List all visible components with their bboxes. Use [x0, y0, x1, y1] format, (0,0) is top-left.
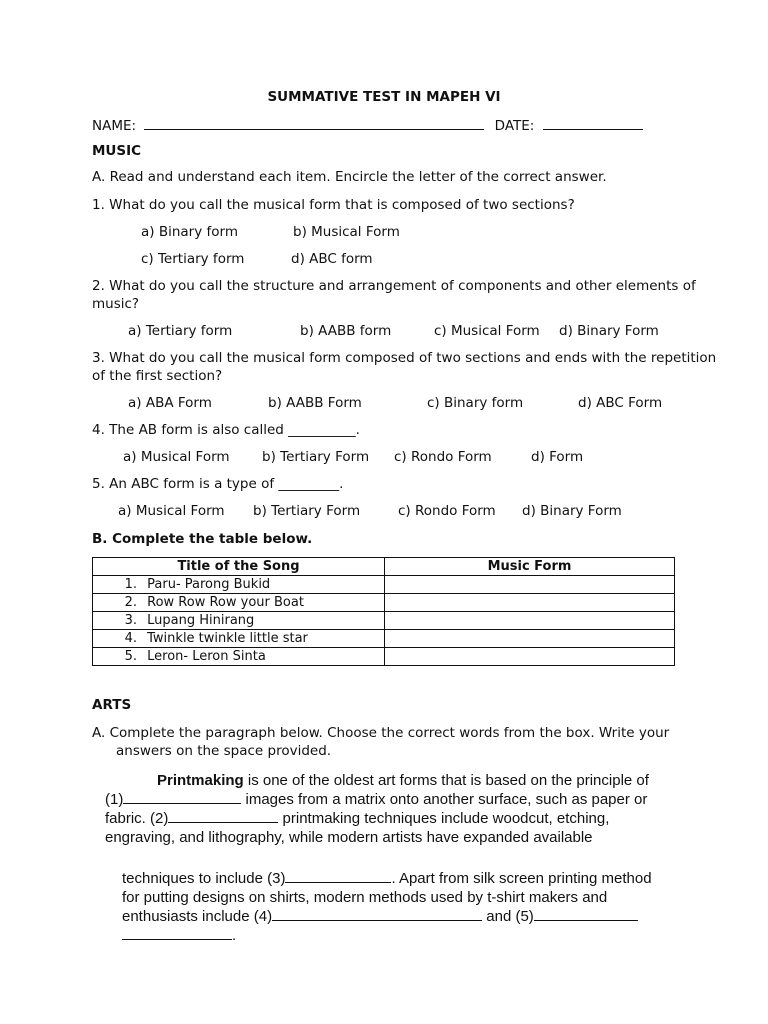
- para2-line3: [122, 907, 666, 926]
- blank-5[interactable]: [534, 920, 638, 921]
- q5-option-d[interactable]: d) Binary Form: [522, 503, 622, 519]
- music-form-answer-cell[interactable]: [385, 594, 675, 612]
- music-form-answer-cell[interactable]: [385, 648, 675, 666]
- table-row: [93, 612, 675, 630]
- song-title: Lupang Hinirang: [147, 613, 255, 628]
- question-2-line1: 2. What do you call the structure and arrangement of components and other elements of: [92, 278, 696, 294]
- table-row: [93, 576, 675, 594]
- date-label: DATE:: [494, 118, 535, 134]
- para1-line2: [105, 790, 661, 809]
- q3-option-c[interactable]: c) Binary form: [427, 395, 524, 411]
- song-form-table: [92, 557, 675, 666]
- song-title: Paru- Parong Bukid: [147, 577, 271, 592]
- q5-option-c[interactable]: c) Rondo Form: [398, 503, 496, 519]
- q4-option-d[interactable]: d) Form: [531, 449, 584, 465]
- blank-4[interactable]: [272, 920, 482, 921]
- table-header-form: Music Form: [385, 558, 675, 576]
- question-2-line2: music?: [92, 296, 140, 312]
- para1-line2-text: images from a matrix onto another surface, such as paper or: [241, 791, 648, 808]
- q1-option-a[interactable]: a) Binary form: [141, 224, 238, 240]
- table-header-title: Title of the Song: [93, 558, 385, 576]
- name-blank[interactable]: [144, 115, 484, 130]
- para1-line3: [105, 809, 661, 828]
- song-title-cell: [93, 630, 385, 648]
- song-title-cell: [93, 576, 385, 594]
- song-title: Row Row Row your Boat: [147, 595, 304, 610]
- para2-line4: [122, 926, 666, 945]
- date-blank[interactable]: [543, 115, 643, 130]
- arts-part-a-line2: answers on the space provided.: [116, 743, 332, 759]
- song-title-cell: [93, 594, 385, 612]
- song-number: 2.: [124, 595, 137, 610]
- q5-option-a[interactable]: a) Musical Form: [118, 503, 225, 519]
- q5-option-b[interactable]: b) Tertiary Form: [253, 503, 361, 519]
- song-title: Twinkle twinkle little star: [147, 631, 308, 646]
- para2-line1: [122, 869, 666, 888]
- question-1: 1. What do you call the musical form that is composed of two sections?: [92, 197, 575, 213]
- table-row: [93, 630, 675, 648]
- q4-option-b[interactable]: b) Tertiary Form: [262, 449, 370, 465]
- q4-option-a[interactable]: a) Musical Form: [123, 449, 230, 465]
- para1-line3-text: printmaking techniques include woodcut, etching,: [278, 810, 610, 827]
- q3-option-a[interactable]: a) ABA Form: [128, 395, 212, 411]
- blank-2-label: fabric. (2): [105, 810, 169, 827]
- blank-5-continued[interactable]: [122, 939, 232, 940]
- question-3-line2: of the first section?: [92, 368, 223, 384]
- q2-option-d[interactable]: d) Binary Form: [559, 323, 659, 339]
- question-4: 4. The AB form is also called __________.: [92, 422, 360, 438]
- table-row: [93, 594, 675, 612]
- para1-line1-text: is one of the oldest art forms that is based on the principle of: [243, 772, 649, 789]
- music-part-a-instruction: A. Read and understand each item. Encircle the letter of the correct answer.: [92, 169, 607, 185]
- table-header-row: [93, 558, 675, 576]
- q3-option-d[interactable]: d) ABC Form: [578, 395, 663, 411]
- song-number: 1.: [124, 577, 137, 592]
- music-form-answer-cell[interactable]: [385, 612, 675, 630]
- q2-option-b[interactable]: b) AABB form: [300, 323, 392, 339]
- blank-3[interactable]: [285, 882, 391, 883]
- blank-5-label: and (5): [482, 908, 534, 925]
- para1-line4: engraving, and lithography, while modern artists have expanded available: [105, 829, 593, 846]
- song-number: 4.: [124, 631, 137, 646]
- printmaking-paragraph-1: [105, 771, 661, 847]
- music-form-answer-cell[interactable]: [385, 630, 675, 648]
- page-title: SUMMATIVE TEST IN MAPEH VI: [267, 89, 501, 105]
- blank-2[interactable]: [168, 822, 278, 823]
- music-heading: MUSIC: [92, 143, 142, 159]
- q3-option-b[interactable]: b) AABB Form: [268, 395, 362, 411]
- song-number: 5.: [124, 649, 137, 664]
- para2-end-period: .: [232, 927, 237, 944]
- q1-option-b[interactable]: b) Musical Form: [293, 224, 400, 240]
- name-date-row: [92, 115, 643, 135]
- q2-option-a[interactable]: a) Tertiary form: [128, 323, 233, 339]
- music-form-answer-cell[interactable]: [385, 576, 675, 594]
- q1-option-d[interactable]: d) ABC form: [291, 251, 373, 267]
- question-3-line1: 3. What do you call the musical form composed of two sections and ends with the repetition: [92, 350, 717, 366]
- song-number: 3.: [124, 613, 137, 628]
- song-title-cell: [93, 648, 385, 666]
- music-part-b-instruction: B. Complete the table below.: [92, 531, 313, 547]
- q2-option-c[interactable]: c) Musical Form: [434, 323, 540, 339]
- table-row: [93, 648, 675, 666]
- arts-heading: ARTS: [92, 697, 132, 713]
- para2-line1-text: . Apart from silk screen printing method: [391, 870, 652, 887]
- blank-4-label: enthusiasts include (4): [122, 908, 273, 925]
- q1-option-c[interactable]: c) Tertiary form: [141, 251, 245, 267]
- blank-1[interactable]: [123, 803, 241, 804]
- blank-1-label: (1): [105, 791, 124, 808]
- para1-line1: [105, 771, 661, 790]
- printmaking-paragraph-2: [122, 869, 666, 945]
- blank-3-label: techniques to include (3): [122, 870, 286, 887]
- q4-option-c[interactable]: c) Rondo Form: [394, 449, 492, 465]
- question-5: 5. An ABC form is a type of _________.: [92, 476, 344, 492]
- printmaking-term: Printmaking: [157, 772, 244, 789]
- song-title: Leron- Leron Sinta: [147, 649, 266, 664]
- para2-line2: for putting designs on shirts, modern methods used by t-shirt makers and: [122, 889, 608, 906]
- name-label: NAME:: [92, 118, 137, 134]
- arts-part-a-line1: A. Complete the paragraph below. Choose the correct words from the box. Write your: [92, 725, 670, 741]
- song-title-cell: [93, 612, 385, 630]
